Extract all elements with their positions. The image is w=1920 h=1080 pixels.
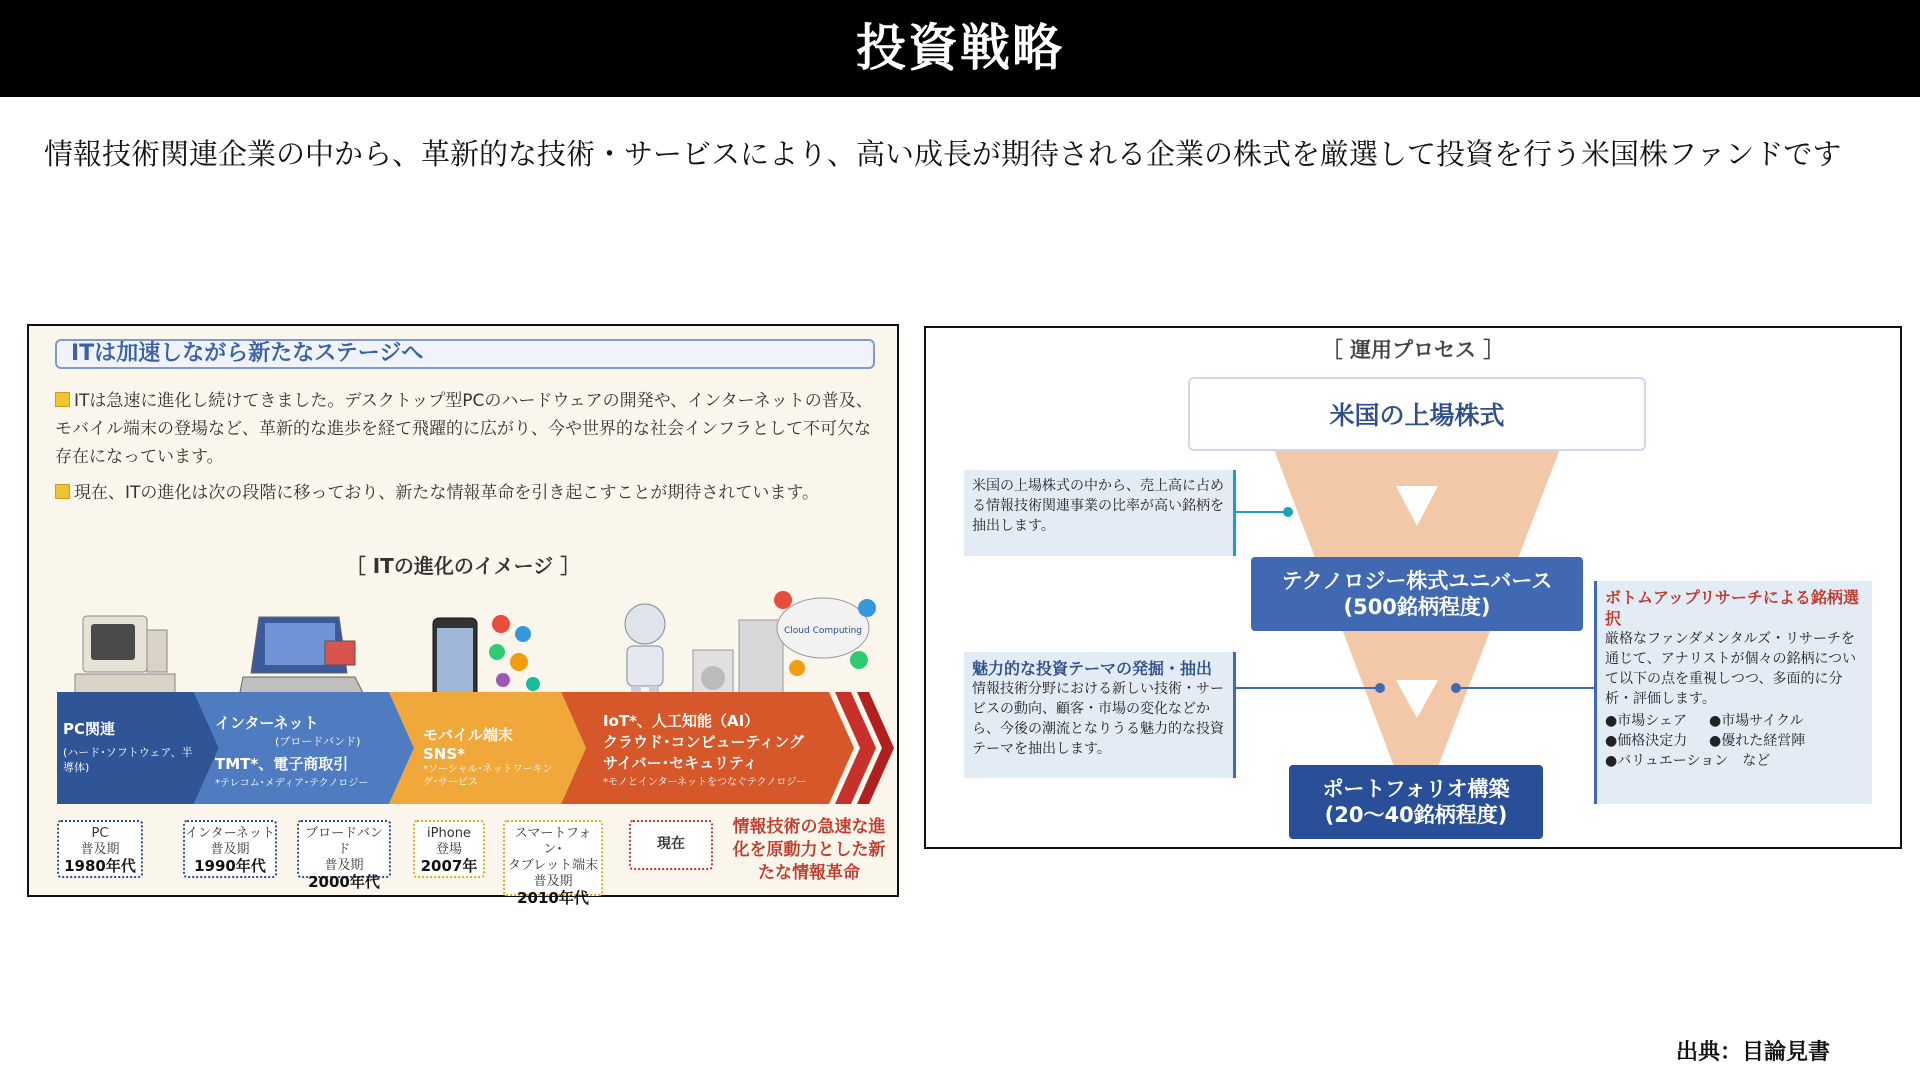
page-title: 投資戦略	[856, 19, 1064, 77]
it-bullet-2	[55, 479, 885, 507]
it-evolution-panel	[27, 324, 899, 907]
era-iphone: iPhone 登場 2007年	[413, 820, 485, 878]
era-pc: PC 普及期 1980年代	[57, 820, 143, 878]
era-internet: インターネット 普及期 1990年代	[183, 820, 277, 878]
revolution-caption: 情報技術の急速な進化を原動力とした新たな情報革命	[732, 817, 886, 883]
us-listed-stocks-box: 米国の上場株式	[1188, 377, 1646, 451]
era-smartphone: スマートフォン･ タブレット端末 普及期 2010年代	[503, 820, 603, 896]
page-subtitle: 情報技術関連企業の中から、革新的な技術・サービスにより、高い成長が期待される企業の株式を厳選して投資を行う米国株ファンドです	[44, 137, 1842, 171]
evaluation-points: ●市場シェア ●市場サイクル ●価格決定力 ●優れた経営陣 ●バリュエーション など	[1605, 713, 1806, 769]
tech-universe-box: テクノロジー株式ユニバース (500銘柄程度)	[1251, 557, 1583, 631]
it-bullet-1-text: ITは急速に進化し続けてきました。デスクトップ型PCのハードウェアの開発や、インターネットの普及、モバイル端末の登場など、革新的な進歩を経て飛躍的に広がり、今や世界的な社会インフラとして不可欠な存在になっています。	[55, 391, 873, 467]
investment-process-panel	[924, 326, 1902, 849]
it-bullet-1	[55, 387, 885, 471]
era-broadband: ブロードバンド 普及期 2000年代	[297, 820, 391, 878]
screening-note: 米国の上場株式の中から、売上高に占める情報技術関連事業の比率が高い銘柄を抽出します。	[964, 470, 1236, 556]
stage-1-text: PC関連 (ハード･ソフトウェア、半導体)	[63, 720, 193, 774]
stage-4-text: IoT*、人工知能（AI） クラウド･コンピューティング サイバー･セキュリティ *モノとインターネットをつなぐテクノロジー	[603, 712, 807, 788]
it-image-title: ［ ITの進化のイメージ ］	[345, 554, 581, 578]
portfolio-box: ポートフォリオ構築 (20～40銘柄程度)	[1289, 765, 1543, 839]
cloud-label: Cloud Computing	[784, 626, 862, 636]
bullet-square-icon	[55, 392, 70, 407]
source-note: 出典：目論見書	[1676, 1040, 1831, 1065]
stage-3-text: モバイル端末 SNS* *ソーシャル･ネットワーキング･サービス	[423, 726, 553, 788]
bottom-up-note: ボトムアップリサーチによる銘柄選択 厳格なファンダメンタルズ・リサーチを通じて、アナリストが個々の銘柄について以下の点を重視しつつ、多面的に分析・評価します。 ●市場シェア ●市場サイクル ●価格決定力 ●優れた経営陣 ●バリュエーション など	[1594, 581, 1872, 804]
bullet-square-icon	[55, 484, 70, 499]
it-panel-title-box	[55, 339, 875, 369]
it-panel-title: ITは加速しながら新たなステージへ	[71, 341, 424, 366]
theme-note: 魅力的な投資テーマの発掘・抽出 情報技術分野における新しい技術・サービスの動向、顧客・市場の変化などから、今後の潮流となりうる魅力的な投資テーマを抽出します。	[964, 652, 1236, 778]
process-title: ［ 運用プロセス ］	[1321, 338, 1505, 362]
stage-2-text: インターネット (ブロードバンド) TMT*、電子商取引 *テレコム･メディア･テクノロジー	[215, 714, 369, 789]
it-bullet-2-text: 現在、ITの進化は次の段階に移っており、新たな情報革命を引き起こすことが期待されています。	[74, 483, 820, 503]
era-present: 現在	[629, 820, 713, 870]
